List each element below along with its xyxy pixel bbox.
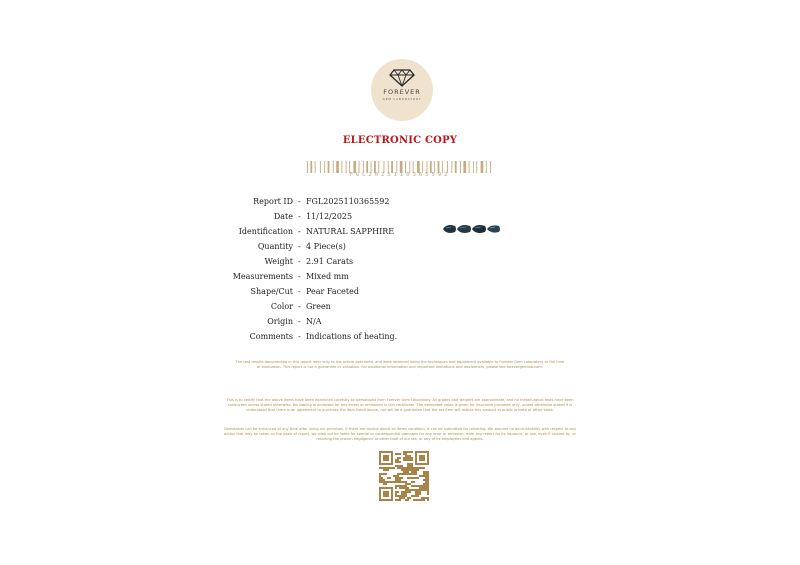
field-separator: - [298,272,301,281]
electronic-copy-title: ELECTRONIC COPY [342,135,458,146]
liability-text: Gemstones can be enhanced at any time after living our premises. If there are doubts about an items condition, it can be submitted for retesting. We assume no accountability with respect to any action that may be taken on the basis of report, we shall not be liable for special or consequential damages for any error or omission, from any report for its issuance, or use, even if caused by, or resulting the proven negligence or other fault of our lab, or any of its employees and agents. [223,427,577,441]
field-separator: - [298,332,301,341]
field-separator: - [298,302,301,311]
field-value: Mixed mm [306,272,349,281]
barcode-text: FGL2025110365592 [349,172,451,178]
qr-code[interactable] [379,451,429,501]
liability-paragraph [0,427,800,442]
field-label: Weight [264,257,293,266]
diamond-icon [389,69,415,87]
gemstone-photo [442,223,502,235]
field-label: Quantity [257,242,293,251]
certification-text: This is to certify that the above items have been examined carefully by gemologist from Forever Gem Laboratory. All grades and weights are approximate, and no metallurgical tests have been conducted unless stated otherwise. No liability is accepted for any errors or omissions in this certificate. The estimated value is given for insurance purposes only, unless otherwise stated it is understood that there is an agreement to purchase the item listed above, nor will be a guarantee that the set item will realize this amount at public private or other sales. [226,398,574,412]
field-separator: - [298,242,301,251]
field-separator: - [298,197,301,206]
field-value: FGL2025110365592 [306,197,390,206]
field-value: N/A [306,317,322,326]
field-value: Indications of heating. [306,332,398,341]
field-label: Report ID [253,197,293,206]
field-value: NATURAL SAPPHIRE [306,227,395,236]
field-label: Origin [267,317,293,326]
certification-paragraph [0,398,800,413]
field-separator: - [298,287,301,296]
disclaimer-paragraph [0,360,800,370]
disclaimer-text: The test results documented in this report refer only to the article described, and were obtained using the techniques and equipment available to Forever Gem Laboratory at the time of evaluation. This report is not a guarantee or valuation. For additional information and important limitations and disclaimers, please see forevergemlab.com. [235,360,565,369]
field-label: Comments [249,332,293,341]
field-label: Color [270,302,293,311]
field-value: 4 Piece(s) [306,242,346,251]
field-label: Identification [238,227,293,236]
field-separator: - [298,212,301,221]
field-value: Pear Faceted [306,287,359,296]
gem-icon [443,225,456,233]
field-separator: - [298,227,301,236]
field-separator: - [298,317,301,326]
field-value: Green [306,302,331,311]
field-separator: - [298,257,301,266]
gem-icon [472,225,486,233]
field-value: 11/12/2025 [306,212,353,221]
logo-brand: FOREVER [383,88,421,96]
field-label: Shape/Cut [250,287,293,296]
field-value: 2.91 Carats [306,257,354,266]
field-label: Date [273,212,293,221]
gem-icon [487,225,500,232]
field-label: Measurements [232,272,293,281]
logo-subtitle: GEM LABORATORY [382,97,422,101]
gem-icon [457,225,471,233]
lab-logo [371,59,433,121]
